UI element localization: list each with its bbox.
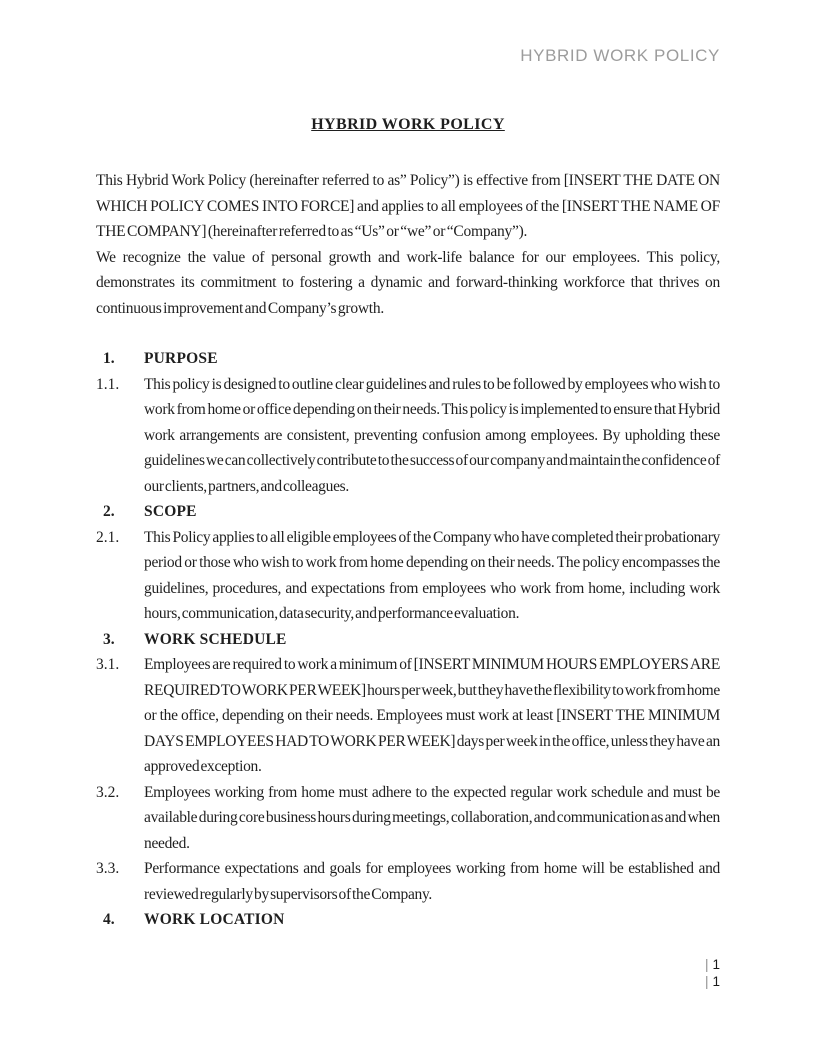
footer-line	[705, 973, 720, 990]
document-body	[96, 114, 720, 933]
section-heading-row	[96, 627, 720, 653]
section-heading-label: PURPOSE	[144, 350, 218, 367]
clause-number: 1.1.	[96, 375, 120, 393]
document-title: HYBRID WORK POLICY	[311, 116, 505, 133]
intro-paragraph: We recognize the value of personal growth and work-life balance for our employees. This policy, demonstrates its commitment to fostering a dynamic and forward-thinking workforce that thrives on continuous improvement and Company’s growth.	[96, 248, 720, 317]
running-header: HYBRID WORK POLICY	[520, 46, 720, 65]
clause-text: This Policy applies to all eligible employees of the Company who have completed their probationary period or those who wish to work from home depending on their needs. The policy encompasses the guidelines, procedures, and expectations from employees who work from home, including work hours, communication, data security, and performance evaluation.	[144, 528, 720, 622]
clause-row	[96, 372, 720, 500]
section-heading-label: SCOPE	[144, 503, 197, 520]
section-heading-label: WORK LOCATION	[144, 911, 285, 928]
numbered-sections	[96, 346, 720, 933]
section-number: 3.	[103, 630, 115, 648]
section-number: 2.	[103, 503, 115, 520]
clause-text: This policy is designed to outline clear guidelines and rules to be followed by employees who wish to work from home or office depending on their needs. This policy is implemented to ensure that Hybrid work arrangements are consistent, preventing confusion among employees. By upholding these guidelines we can collectively contribute to the success of our company and maintain the confidence of our clients, partners, and colleagues.	[144, 375, 720, 495]
footer-separator: |	[704, 957, 709, 972]
clause-number: 3.1.	[96, 656, 120, 673]
page-footer	[705, 956, 720, 990]
clause-number: 3.2.	[96, 783, 120, 801]
section-heading-row	[96, 499, 720, 525]
section-heading-label: WORK SCHEDULE	[144, 630, 287, 648]
section-number: 1.	[103, 350, 115, 367]
clause-text: Performance expectations and goals for employees working from home will be established and reviewed regularly by supervisors of the Company.	[144, 860, 720, 903]
footer-separator: |	[704, 974, 709, 989]
clause-row	[96, 525, 720, 627]
intro-paragraph: This Hybrid Work Policy (hereinafter referred to as” Policy”) is effective from [INSERT THE DATE ON WHICH POLICY COMES INTO FORCE] and applies to all employees of the [INSERT THE NAME OF THE COMPANY] (hereinafter referred to as “Us” or “we” or “Company”).	[96, 172, 720, 240]
section-number: 4.	[103, 911, 115, 928]
footer-page-number: 1	[712, 957, 720, 972]
clause-text: Employees are required to work a minimum of [INSERT MINIMUM HOURS EMPLOYERS ARE REQUIRED TO WORK PER WEEK] hours per week, but they have the flexibility to work from home or the office, depending on their needs. Employees must work at least [INSERT THE MINIMUM DAYS EMPLOYEES HAD TO WORK PER WEEK] days per week in the office, unless they have an approved exception.	[144, 656, 720, 775]
section-heading-row	[96, 907, 720, 933]
clause-number: 2.1.	[96, 528, 120, 546]
clause-row	[96, 780, 720, 857]
footer-page-number: 1	[712, 974, 720, 989]
section-heading-row	[96, 346, 720, 372]
clause-row	[96, 652, 720, 780]
footer-line	[705, 956, 720, 973]
clause-row	[96, 856, 720, 907]
clause-text: Employees working from home must adhere to the expected regular work schedule and must be available during core business hours during meetings, collaboration, and communication as and when needed.	[144, 783, 720, 852]
clause-number: 3.3.	[96, 860, 120, 877]
